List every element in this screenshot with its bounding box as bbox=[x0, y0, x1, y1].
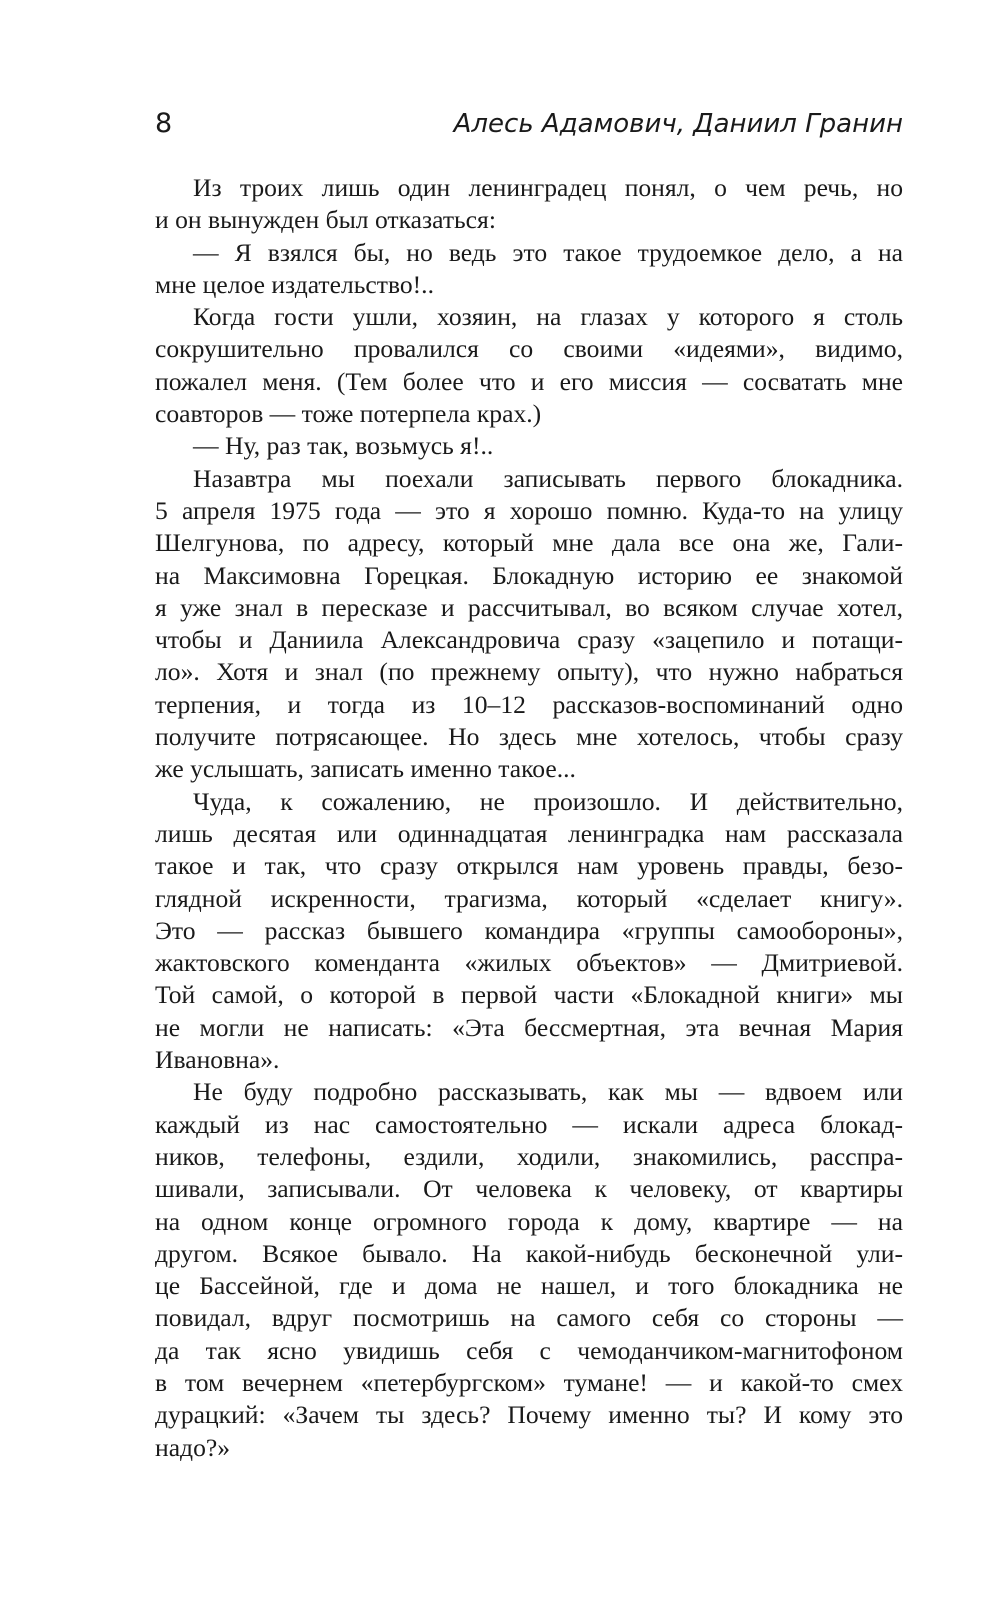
text-line: Ивановна». bbox=[155, 1045, 280, 1075]
text-line: соавторов — тоже потерпела крах.) bbox=[155, 399, 542, 429]
text-line: Той самой, о которой в первой части «Блокадной книги» мы bbox=[155, 980, 903, 1010]
text-line: да так ясно увидишь себя с чемоданчиком-магнитофоном bbox=[155, 1335, 903, 1365]
page-header bbox=[155, 106, 903, 146]
text-line: на одном конце огромного города к дому, квартире — на bbox=[155, 1206, 903, 1236]
paragraph bbox=[155, 786, 903, 1077]
text-line: шивали, записывали. От человека к человеку, от квартиры bbox=[155, 1174, 903, 1204]
paragraph bbox=[155, 430, 903, 462]
text-line: лишь десятая или одиннадцатая ленинградка нам рассказала bbox=[155, 818, 903, 848]
paragraph bbox=[155, 237, 903, 302]
text-line: Когда гости ушли, хозяин, на глазах у которого я столь bbox=[193, 302, 903, 332]
text-line: же услышать, записать именно такое... bbox=[155, 754, 576, 784]
text-line: це Бассейной, где и дома не нашел, и того блокадника не bbox=[155, 1271, 903, 1301]
text-line: надо?» bbox=[155, 1432, 231, 1462]
paragraph bbox=[155, 301, 903, 430]
text-line: 5 апреля 1975 года — это я хорошо помню. Куда-то на улицу bbox=[155, 495, 903, 525]
paragraph bbox=[155, 172, 903, 237]
paragraph bbox=[155, 463, 903, 786]
text-line: Назавтра мы поехали записывать первого блокадника. bbox=[193, 463, 903, 493]
text-line: Шелгунова, по адресу, который мне дала все она же, Гали- bbox=[155, 528, 903, 558]
text-line: Это — рассказ бывшего командира «группы самообороны», bbox=[155, 915, 903, 945]
text-line: такое и так, что сразу открылся нам уровень правды, безо- bbox=[155, 851, 903, 881]
text-line: не могли не написать: «Эта бессмертная, эта вечная Мария bbox=[155, 1012, 903, 1042]
running-head: Алесь Адамович, Даниил Гранин bbox=[453, 109, 903, 139]
paragraph bbox=[155, 1076, 903, 1464]
text-line: каждый из нас самостоятельно — искали адреса блокад- bbox=[155, 1109, 903, 1139]
text-line: глядной искренности, трагизма, который «сделает книгу». bbox=[155, 883, 903, 913]
text-line: Не буду подробно рассказывать, как мы — вдвоем или bbox=[193, 1077, 903, 1107]
text-line: жактовского коменданта «жилых объектов» — Дмитриевой. bbox=[155, 948, 903, 978]
body-text bbox=[155, 172, 903, 1464]
text-line: я уже знал в пересказе и рассчитывал, во всяком случае хотел, bbox=[155, 592, 903, 622]
text-line: Из троих лишь один ленинградец понял, о чем речь, но bbox=[193, 173, 903, 202]
text-line: в том вечернем «петербургском» тумане! — и какой-то смех bbox=[155, 1367, 903, 1397]
text-line: пожалел меня. (Тем более что и его миссия — сосватать мне bbox=[155, 366, 903, 396]
text-line: другом. Всякое бывало. На какой-нибудь бесконечной ули- bbox=[155, 1238, 903, 1268]
text-line: ло». Хотя и знал (по прежнему опыту), что нужно набраться bbox=[155, 657, 903, 687]
text-line: сокрушительно провалился со своими «идеями», видимо, bbox=[155, 334, 903, 364]
page-number: 8 bbox=[155, 108, 173, 139]
text-line: ников, телефоны, ездили, ходили, знакомились, расспра- bbox=[155, 1141, 903, 1171]
text-line: чтобы и Даниила Александровича сразу «зацепило и потащи- bbox=[155, 625, 903, 655]
text-line: повидал, вдруг посмотришь на самого себя со стороны — bbox=[155, 1303, 903, 1333]
text-line: мне целое издательство!.. bbox=[155, 269, 434, 299]
text-line: дурацкий: «Зачем ты здесь? Почему именно ты? И кому это bbox=[155, 1400, 903, 1430]
text-line: получите потрясающее. Но здесь мне хотелось, чтобы сразу bbox=[155, 722, 903, 752]
text-line: — Ну, раз так, возьмусь я!.. bbox=[193, 431, 494, 461]
text-line: — Я взялся бы, но ведь это такое трудоемкое дело, а на bbox=[193, 237, 903, 267]
text-line: Чуда, к сожалению, не произошло. И действительно, bbox=[193, 786, 903, 816]
text-line: терпения, и тогда из 10–12 рассказов-воспоминаний одно bbox=[155, 689, 903, 719]
text-line: и он вынужден был отказаться: bbox=[155, 205, 496, 235]
text-line: на Максимовна Горецкая. Блокадную историю ее знакомой bbox=[155, 560, 903, 590]
